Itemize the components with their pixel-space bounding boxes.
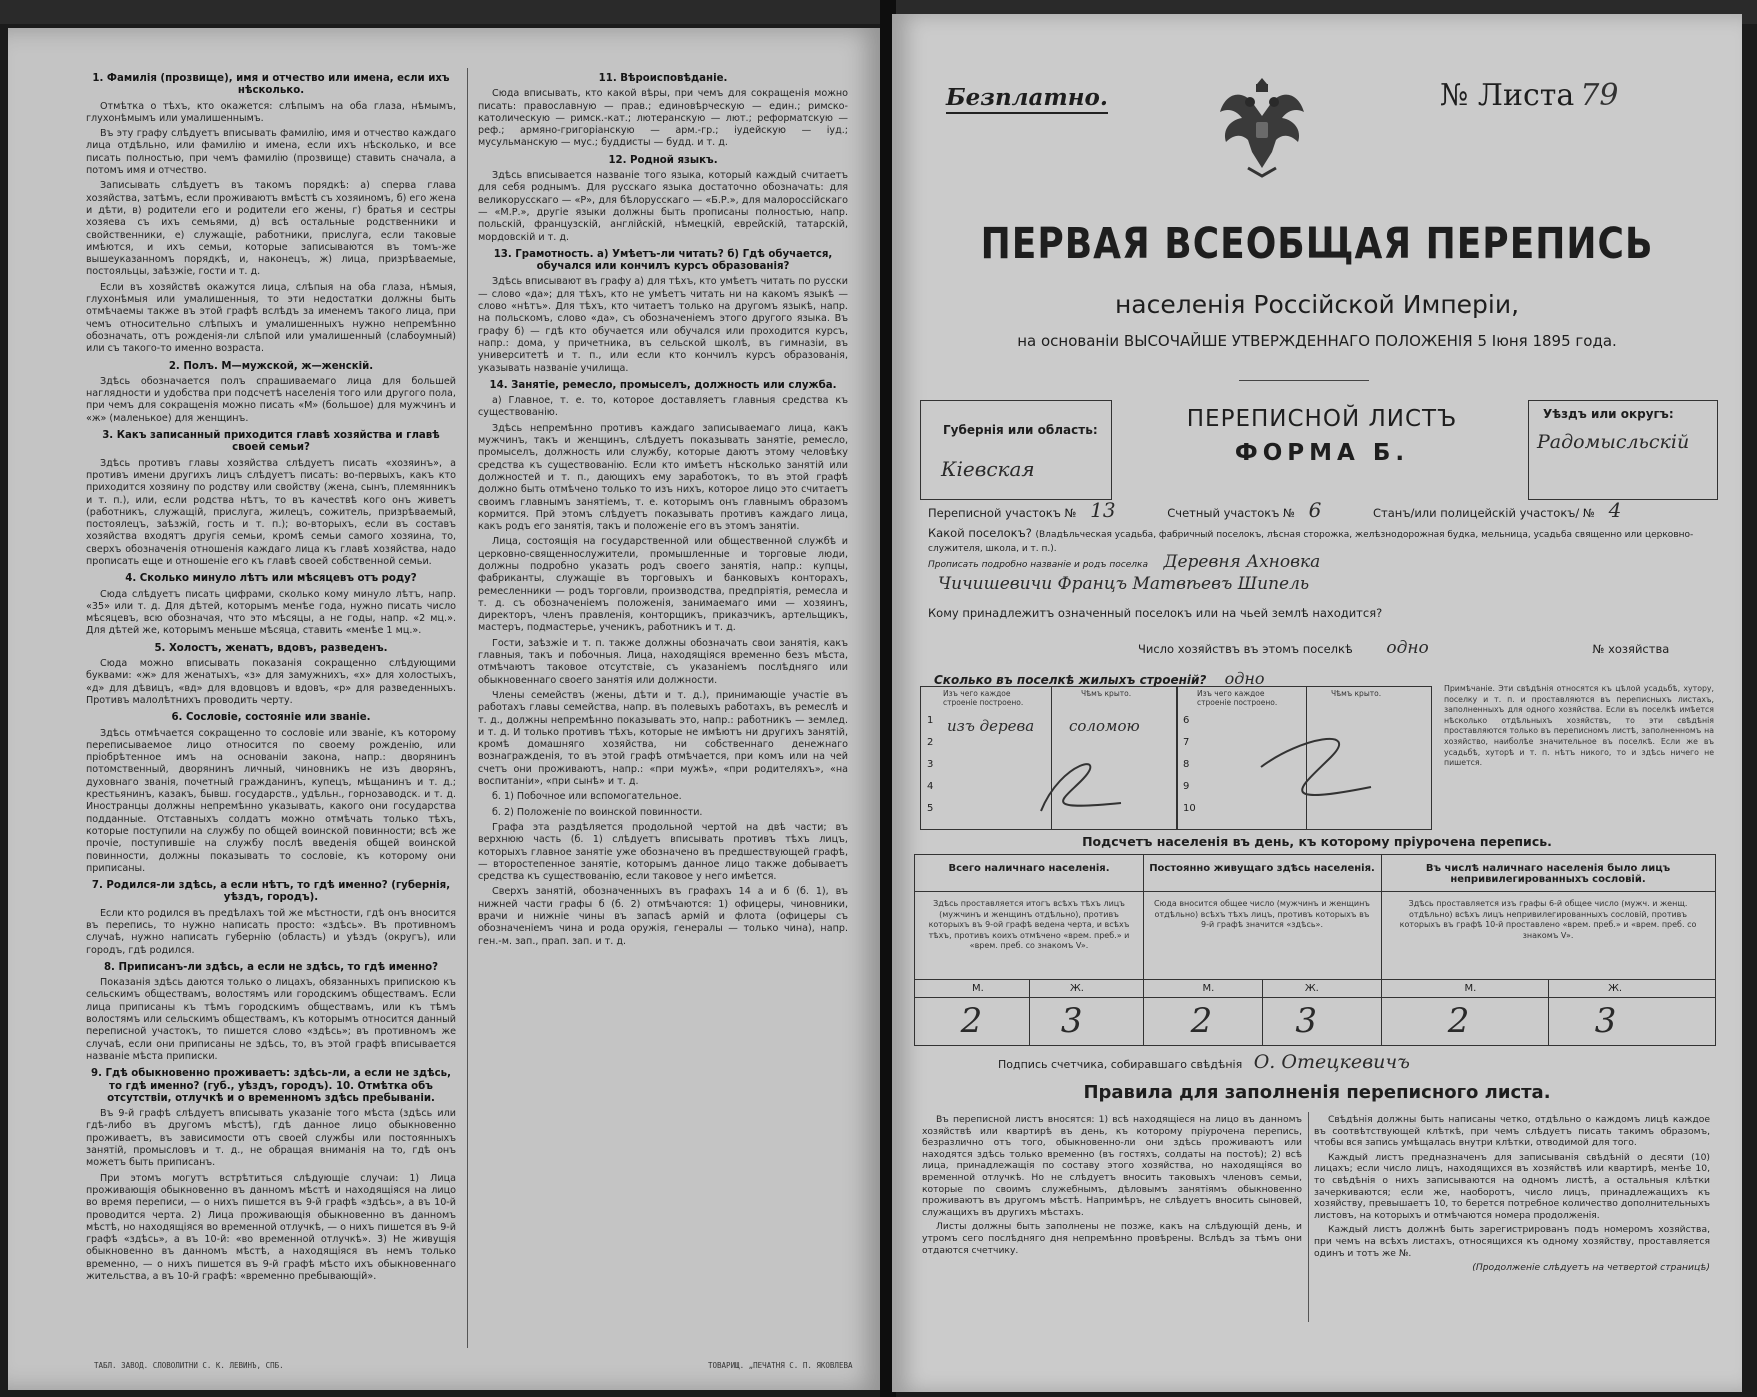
pop-value-f: 3 bbox=[1295, 1001, 1317, 1041]
gubernia-value: Кіевская bbox=[941, 457, 1035, 481]
section-heading: 7. Родился-ли здѣсь, а если нѣтъ, то гдѣ именно? (губернія, уѣздъ, городъ). bbox=[91, 880, 451, 904]
form-type bbox=[1152, 406, 1492, 466]
bldg-head-material-left: Изъ чего каждое строеніе построено. bbox=[943, 689, 1024, 707]
buildings-table bbox=[920, 686, 1432, 830]
section-heading: 6. Сословіе, состояніе или званіе. bbox=[171, 712, 371, 724]
column-divider bbox=[467, 68, 468, 1348]
poselok-hint2: Прописать подробно названіе и родъ поселка bbox=[928, 560, 1148, 570]
section-heading: 4. Сколько минуло лѣтъ или мѣсяцевъ отъ роду? bbox=[125, 573, 417, 585]
households-line bbox=[928, 638, 1718, 658]
poselok-hint: (Владѣльческая усадьба, фабричный поселокъ, лѣсная сторожка, желѣзнодорожная будка, мельница, усадьба священно или церковно-служителя, школа, и т. п.). bbox=[928, 530, 1694, 554]
bldg-row-number: 3 bbox=[927, 759, 934, 770]
section-paragraph: Отмѣтка о тѣхъ, кто окажется: слѣпымъ на оба глаза, нѣмымъ, глухонѣмымъ или умалишеннымъ. bbox=[86, 100, 456, 124]
bldg-head-roof-left: Чѣмъ крыто. bbox=[1081, 689, 1132, 698]
section-heading: 12. Родной языкъ. bbox=[608, 154, 718, 166]
settlement-owner-hw bbox=[928, 574, 1718, 594]
section-heading: 8. Приписанъ-ли здѣсь, а если не здѣсь, то гдѣ именно? bbox=[103, 961, 439, 973]
column-divider bbox=[1308, 1112, 1309, 1322]
section-paragraph: Сюда слѣдуетъ писать цифрами, сколько кому минуло лѣтъ, напр. «35» или т. д. Для дѣтей, которымъ менѣе года, нужно писать число мѣсяцевъ, всю обозначая, что это мѣсяцы, а не годы, напр. «2 мц.». Для дѣтей же, которымъ меньше мѣсяца, ставить «менѣе 1 мц.». bbox=[86, 588, 456, 637]
instructions-column-left bbox=[86, 68, 456, 1358]
bldg-row-number: 7 bbox=[1183, 737, 1190, 748]
left-page-instructions bbox=[8, 28, 885, 1390]
section-heading: 14. Занятіе, ремесло, промыселъ, должность или служба. bbox=[489, 379, 837, 391]
sign-label: Подпись счетчика, собиравшаго свѣдѣнія bbox=[998, 1058, 1243, 1071]
section-paragraph: Здѣсь вписывается названіе того языка, который каждый считаетъ для себя роднымъ. Для русскаго языка достаточно обозначать: для великорусскаго — «Р», для бѣлорусскаго — «Б.Р.», для малороссійскаго — «М.Р.», другіе языки должны быть прописаны полностью, напр. польскій, французскій, англійскій, нѣмецкій, еврейскій, татарскій, мордовскій и т. д. bbox=[478, 170, 848, 243]
bldg-row-number: 6 bbox=[1183, 715, 1190, 726]
section-heading: 2. Полъ. М—мужской, ж—женскій. bbox=[168, 360, 374, 372]
sex-label-m: М. bbox=[1464, 983, 1477, 994]
stan-value: 4 bbox=[1608, 498, 1622, 522]
section-heading: 13. Грамотность. а) Умѣетъ-ли читать? б) Гдѣ обучается, обучался или кончилъ курсъ образованія? bbox=[493, 248, 833, 273]
rules-paragraph: Листы должны быть заполнены не позже, какъ на слѣдующій день, и утромъ сего послѣдняго дня непремѣнно провѣрены. Вслѣдъ за тѣмъ они отдаются счетчику. bbox=[922, 1221, 1302, 1256]
households-label: Число хозяйствъ въ этомъ поселкѣ bbox=[1138, 642, 1353, 656]
pop-value-f: 3 bbox=[1594, 1001, 1617, 1041]
double-headed-eagle-icon bbox=[1212, 72, 1312, 180]
rules-paragraph: Въ переписной листъ вносятся: 1) всѣ находящіеся на лицо въ данномъ хозяйствѣ или квартирѣ въ день, къ которому пріурочена перепись, безразлично отъ того, обыкновенно-ли они здѣсь проживаютъ или находятся здѣсь только временно (въ гостяхъ, солдаты на постоѣ); 2) всѣ лица, принадлежащія по составу этого хозяйства, но находящіяся во временной отлучкѣ. Но не слѣдуетъ вносить таковыхъ членовъ семьи, которые по своимъ служебнымъ, дѣловымъ занятіямъ обыкновенно проживаютъ въ другомъ мѣстѣ. Напримѣръ, не слѣдуетъ вносить сыновей, служащихъ въ другихъ мѣстахъ. bbox=[922, 1114, 1302, 1218]
table-divider bbox=[915, 997, 1715, 998]
form-title-line1: ПЕРЕПИСНОЙ ЛИСТЪ bbox=[1186, 406, 1458, 432]
pop-value-m: 2 bbox=[1190, 1001, 1213, 1041]
population-table bbox=[914, 854, 1716, 1046]
poselok-value: Деревня Ахновка bbox=[1163, 552, 1321, 572]
continued-note: (Продолженіе слѣдуетъ на четвертой страницѣ) bbox=[1472, 1262, 1710, 1274]
imprint-left: ТАБЛ. ЗАВОД. СЛОВОЛИТНИ С. К. ЛЕВИНЪ, СПБ. bbox=[94, 1361, 284, 1370]
settlement-name-line bbox=[928, 552, 1718, 572]
section-paragraph: Здѣсь отмѣчается сокращенно то сословіе или званіе, къ которому переписываемое лицо относится по своему рожденію, или пріобрѣтенное имъ на основаніи закона, напр.: дворянинъ потомственный, дворянинъ личный, чиновникъ не изъ дворянъ, духовнаго званія, почетный гражданинъ, купецъ, мѣщанинъ и т. д.; крестьянинъ, казакъ, бывш. государств., удѣльн., горнозаводск. и т. д. Иностранцы должны непремѣнно указывать, какого они государства подданные. Отставныхъ солдатъ можно отмѣчать только тѣхъ, которые поступили на службу по общей воинской повинности; всѣ же прочіе, поступившіе на службу послѣ введенія общей воинской повинности, должны показывать то сословіе, къ которому они приписаны. bbox=[86, 727, 456, 874]
bldg-head-material-right: Изъ чего каждое строеніе построено. bbox=[1197, 689, 1278, 707]
signature-line bbox=[998, 1051, 1410, 1073]
section-paragraph: а) Главное, т. е. то, которое доставляетъ главныя средства къ существованію. bbox=[478, 395, 848, 419]
pop-value-m: 2 bbox=[960, 1001, 983, 1041]
right-page-census-form bbox=[892, 14, 1742, 1392]
bldg-row-number: 2 bbox=[927, 737, 934, 748]
bldg-row-number: 10 bbox=[1183, 803, 1196, 814]
rules-title: Правила для заполненія переписного листа. bbox=[1083, 1082, 1551, 1103]
schet-value: 6 bbox=[1308, 498, 1322, 522]
section-heading: 5. Холостъ, женатъ, вдовъ, разведенъ. bbox=[154, 642, 388, 654]
sign-value: О. Отецкевичъ bbox=[1253, 1051, 1410, 1073]
uezd-value: Радомысльскій bbox=[1537, 431, 1690, 453]
section-paragraph: Записывать слѣдуетъ въ такомъ порядкѣ: a) сперва глава хозяйства, затѣмъ, если проживаютъ вмѣстѣ съ хозяиномъ, б) его жена и дѣти, в) родители его и родители его жены, г) братья и сестры хозяева съ ихъ семьями, д) всѣ остальные родственники и свойственники, е) служащіе, работники, прислуга, если таковые имѣются, и ихъ семьи, которые записываются въ томъ-же вышеуказанномъ порядкѣ, и, наконецъ, ж) лица, призрѣваемые, постояльцы, заѣзжіе, гости и т. д. bbox=[86, 180, 456, 278]
section-paragraph: Здѣсь вписывают въ графу а) для тѣхъ, кто умѣетъ читать по русски — слово «да»; для тѣхъ, кто не умѣетъ читать ни на какомъ языкѣ — слово «нѣтъ». Для тѣхъ, кто читаетъ только на другомъ языкѣ, напр. на польскомъ, слово «да», съ обозначеніемъ этого другого языка. Въ графу б) — гдѣ кто обучается или обучался или проходится курсъ, напр.: дома, у причетника, въ сельской школѣ, въ гимназіи, въ университетѣ и т. п., или если кто кончилъ курсъ образованія, указывать названіе училища. bbox=[478, 276, 848, 374]
pop-col-text: Здѣсь проставляется изъ графы 6-й общее число (мужч. и женщ. отдѣльно) всѣхъ лицъ непривилегированныхъ сословій, противъ которыхъ въ графѣ 10-й проставлено «врем. преб.» и «врем. преб. со знакомъ V». bbox=[1399, 899, 1697, 940]
poselok-label: Какой поселокъ? bbox=[928, 526, 1032, 540]
section-paragraph: Въ 9-й графѣ слѣдуетъ вписывать указаніе того мѣста (здѣсь или гдѣ-либо въ другомъ мѣстѣ), гдѣ данное лицо обыкновенно проживаетъ, въ зависимости отъ своей службы или постоянныхъ занятій, промысловъ и т. д., не обращая вниманія на то, гдѣ онъ можетъ быть приписанъ. bbox=[86, 1108, 456, 1169]
table-divider bbox=[1176, 687, 1178, 829]
sex-label-f: Ж. bbox=[1608, 983, 1623, 994]
section-paragraph: Сюда вписывать, кто какой вѣры, при чемъ для сокращенія можно писать: православную — прав.; единовѣрческую — един.; римско-католическую — римск.-кат.; лютеранскую — лют.; реформатскую — реф.; армяно-григоріанскую — арм.-гр.; іудейскую — іуд.; мусульманскую — мус.; буддисты — будд. и т. д. bbox=[478, 88, 848, 149]
section-paragraph: Если въ хозяйствѣ окажутся лица, слѣпыя на оба глаза, нѣмыя, глухонѣмыя или умалишенныя, то эти недостатки должны быть отмѣчаемы также въ этой графѣ вслѣдъ за именемъ такого лица, при чемъ относительно слѣпыхъ и умалишенныхъ нужно непремѣнно обозначать, отъ рожденія-ли слѣпой или умалишенный (слабоумный) или съ такого-то именно возраста. bbox=[86, 281, 456, 355]
table-divider bbox=[1548, 979, 1549, 1045]
settlement-line bbox=[928, 526, 1718, 554]
schet-label: Счетный участокъ № bbox=[1167, 506, 1295, 520]
bldg-roof-value: соломою bbox=[1069, 717, 1140, 735]
bldg-material-value: изъ дерева bbox=[947, 717, 1035, 735]
free-label: Безплатно. bbox=[946, 84, 1108, 114]
households-value: одно bbox=[1386, 638, 1429, 658]
bldg-row-number: 8 bbox=[1183, 759, 1190, 770]
divider bbox=[1239, 380, 1369, 381]
bldg-row-number: 4 bbox=[927, 781, 934, 792]
form-header bbox=[920, 400, 1718, 512]
section-paragraph: Показанія здѣсь даются только о лицахъ, обязанныхъ припискою къ сельскимъ обществамъ, волостямъ или городскимъ обществамъ. Если лица приписаны къ тѣмъ городскимъ обществамъ, или къ тѣмъ волостямъ или сельскимъ обществамъ, къ которымъ относится данный переписной участокъ, то пишется слово «здѣсь»; въ противномъ же случаѣ, если они приписаны не здѣсь, то, въ этой графѣ вписывается названіе мѣста приписки. bbox=[86, 977, 456, 1062]
household-no-label: № хозяйства bbox=[1592, 642, 1670, 656]
rules-paragraph: Свѣдѣнія должны быть написаны четко, отдѣльно о каждомъ лицѣ каждое въ соотвѣтствующей клѣткѣ, при чемъ слѣдуетъ писать такимъ образомъ, чтобы вся запись умѣщалась внутри клѣтки, отводимой для того. bbox=[1314, 1114, 1710, 1149]
pop-value-m: 2 bbox=[1447, 1001, 1470, 1041]
owner-line bbox=[928, 606, 1718, 620]
form-main-title: ПЕРВАЯ ВСЕОБЩАЯ ПЕРЕПИСЬ bbox=[980, 220, 1654, 269]
section-paragraph: Лица, состоящія на государственной или общественной службѣ и церковно-священнослужители, промышленные и торговые люди, должны подробно указать родъ своего занятія, напр.: купцы, фабриканты, служащіе въ торговыхъ и банковыхъ конторахъ, ремесленники — родъ торговли, производства, предпріятія, ремесла и т. д. съ обозначеніемъ положенія, занимаемаго ими — хозяинъ, директоръ, членъ правленія, конторщикъ, приказчикъ, артельщикъ, мастеръ, подмастерье, ученикъ, работникъ и т. д. bbox=[478, 536, 848, 634]
section-paragraph: Графа эта раздѣляется продольной чертой на двѣ части; въ верхнюю часть (б. 1) слѣдуетъ вписывать противъ тѣхъ лицъ, которыхъ главное занятіе уже обозначено въ предшествующей графѣ, — второстепенное занятіе, которымъ данное лицо также добываетъ средства къ существованію, если таковое у него имѣется. bbox=[478, 821, 848, 883]
section-paragraph: Гости, заѣзжіе и т. п. также должны обозначать свои занятія, какъ главныя, такъ и побочныя. Лица, находящіяся временно безъ мѣста, отмѣчаютъ таковое отсутствіе, съ указаніемъ послѣдняго или обыкновеннаго своего занятія или должности. bbox=[478, 637, 848, 686]
poselok-value2: Чичишевичи Францъ Матвѣевъ Шипель bbox=[938, 574, 1310, 594]
table-divider bbox=[1029, 979, 1030, 1045]
strike-mark-right bbox=[1251, 717, 1381, 817]
sex-label-m: М. bbox=[972, 983, 984, 994]
section-paragraph: б. 1) Побочное или вспомогательное. bbox=[492, 791, 682, 803]
pop-col-head: Всего наличнаго населенія. bbox=[948, 863, 1110, 874]
stan-label: Станъ/или полицейскій участокъ/ № bbox=[1373, 506, 1595, 520]
section-paragraph: Здѣсь обозначается полъ спрашиваемаго лица для большей наглядности и удобства при подсчетѣ населенія того или другого пола, при чемъ для сокращенія можно писать «М» (большое) для мужчинъ и «ж» (маленькое) для женщинъ. bbox=[86, 375, 456, 424]
bldg-row-number: 1 bbox=[927, 715, 934, 726]
table-divider bbox=[1262, 979, 1263, 1045]
uezd-box bbox=[1528, 400, 1718, 500]
section-paragraph: При этомъ могутъ встрѣтиться слѣдующіе случаи: 1) Лица проживающія обыкновенно въ данномъ мѣстѣ и находящіяся на лицо во время переписи, — о нихъ пишется въ 9-й графѣ «здѣсь», а въ 10-й проводится черта. 2) Лица проживающія обыкновенно въ данномъ мѣстѣ, но находящіяся во временной отлучкѣ, — о нихъ пишется въ 9-й графѣ «здѣсь», а въ 10-й: «во временной отлучкѣ». 3) Не живущія обыкновенно въ данномъ мѣстѣ, а находящіяся въ немъ только временно, — о нихъ пишется въ 9-й графѣ мѣсто ихъ обыкновеннаго жительства, а въ 10-й графѣ: «временно пребывающій». bbox=[86, 1172, 456, 1283]
legal-basis: на основаніи ВЫСОЧАЙШЕ УТВЕРЖДЕННАГО ПОЛОЖЕНІЯ 5 Іюня 1895 года. bbox=[1017, 332, 1617, 350]
district-line bbox=[928, 498, 1718, 522]
table-divider bbox=[915, 891, 1715, 892]
bldg-row-number: 9 bbox=[1183, 781, 1190, 792]
pop-col-head: Постоянно живущаго здѣсь населенія. bbox=[1149, 863, 1375, 874]
form-title-line2: ФОРМА Б. bbox=[1234, 440, 1410, 466]
perep-value: 13 bbox=[1090, 498, 1116, 522]
sex-label-f: Ж. bbox=[1304, 983, 1319, 994]
section-heading: 1. Фамилія (прозвище), имя и отчество или имена, если ихъ нѣсколько. bbox=[92, 73, 450, 97]
table-divider bbox=[1381, 855, 1382, 1045]
sex-label-m: М. bbox=[1202, 983, 1215, 994]
table-divider bbox=[1143, 855, 1144, 1045]
population-title: Подсчетъ населенія въ день, къ которому пріурочена перепись. bbox=[1082, 834, 1552, 849]
section-paragraph: Сверхъ занятій, обозначенныхъ въ графахъ 14 а и б (б. 1), въ нижней части графы б (б. 2) отмѣчаются: 1) офицеры, чиновники, врачи и нижніе чины въ запасѣ армій и флота (офицеры съ обозначеніемъ чина и рода оружія, генералы — только чина), напр. ген.-м. зап., прап. зап. и т. д. bbox=[478, 886, 848, 947]
gubernia-label: Губернія или область: bbox=[943, 423, 1098, 437]
form-subtitle: населенія Россійской Имперіи, bbox=[1114, 290, 1520, 319]
section-paragraph: Здѣсь непремѣнно противъ каждаго записываемаго лица, какъ мужчинъ, такъ и женщинъ, слѣдуетъ показывать занятіе, ремесло, промыселъ, должность или службу, которые даютъ этому человѣку средства къ существованію. Если кто имѣетъ нѣсколько занятій или должностей и т. п., дающихъ ему заработокъ, то въ этой графѣ должно быть отмѣчено только то изъ нихъ, которое лицо это считаетъ своимъ главнымъ занятіемъ, т. е. которымъ онъ главнымъ образомъ кормится. Прй этомъ слѣдуетъ показывать противъ каждаго лица, какъ родъ его занятія, такъ и положеніе его въ этомъ занятіи. bbox=[478, 422, 848, 533]
pop-col-head: Въ числѣ наличнаго населенія было лицъ непривилегированныхъ сословій. bbox=[1425, 863, 1671, 885]
section-paragraph: Въ эту графу слѣдуетъ вписывать фамилію, имя и отчество каждаго лица отдѣльно, или фамилію и имена, если ихъ нѣсколько, и все писать полностью, при чемъ фамилію (прозвище) ставить сначала, а потомъ имя и отчество. bbox=[86, 128, 456, 177]
rules-paragraph: Каждый листъ предназначенъ для записыванія свѣдѣній о десяти (10) лицахъ; если число лицъ, находящихся въ хозяйствѣ или квартирѣ, менѣе 10, то свѣдѣнія о нихъ записываются на одномъ листѣ, а остальныя клѣтки зачеркиваются; если же, наоборотъ, число лицъ, принадлежащихъ къ хозяйству, превышаетъ 10, то берется потребное количество дополнительныхъ листовъ, на которыхъ и отмѣчаются номера продолженія. bbox=[1314, 1151, 1710, 1221]
rules-column-right bbox=[1314, 1114, 1710, 1277]
rules-paragraph: Каждый листъ должнѣ быть зарегистрированъ подъ номеромъ хозяйства, при чемъ на всѣхъ листахъ, относящихся къ одному хозяйству, проставляется одинъ и тотъ же №. bbox=[1314, 1224, 1710, 1259]
section-paragraph: Члены семействъ (жены, дѣти и т. д.), принимающіе участіе въ работахъ главы семейства, напр. въ полевыхъ работахъ, въ ремеслѣ и т. д., должны непремѣнно показывать это, напр.: работникъ — землед. и т. д. И только противъ тѣхъ, которые не имѣютъ ни другихъ занятій, кромѣ домашняго хозяйства, ни собственнаго денежнаго вознагражденія, то въ этой графѣ отмѣчается, при комъ или на чей счетъ они проживаютъ, напр.: «при мужѣ», «при родителяхъ», «на воспитаніи», «при сынѣ» и т. д. bbox=[478, 689, 848, 788]
rules-column-left bbox=[922, 1114, 1302, 1259]
sheet-number bbox=[1440, 78, 1618, 113]
imprint-right: ТОВАРИЩ. „ПЕЧАТНЯ С. П. ЯКОВЛЕВА bbox=[708, 1361, 853, 1370]
strike-mark-left bbox=[1021, 741, 1131, 821]
section-heading: 3. Какъ записанный приходится главѣ хозяйства и главѣ своей семьи? bbox=[102, 430, 440, 454]
section-paragraph: Сюда можно вписывать показанія сокращенно слѣдующими буквами: «ж» для женатыхъ, «з» для замужнихъ, «х» для холостыхъ, «д» для дѣвицъ, «вд» для вдовцовъ и вдовъ, «р» для разведенныхъ. Противъ малолѣтнихъ проводить черту. bbox=[86, 658, 456, 706]
pop-col-text: Здѣсь проставляется итогъ всѣхъ тѣхъ лицъ (мужчинъ и женщинъ отдѣльно), противъ которыхъ въ 9-ой графѣ ведена черта, и всѣхъ тѣхъ, противъ коихъ отмѣчено «врем. преб.» и «врем. преб. со знакомъ V». bbox=[928, 899, 1130, 950]
owner-label: Кому принадлежитъ означенный поселокъ или на чьей землѣ находится? bbox=[928, 606, 1383, 620]
pop-value-f: 3 bbox=[1060, 1001, 1083, 1041]
instructions-column-right bbox=[478, 68, 848, 1358]
buildings-label: Сколько въ поселкѣ жилыхъ строеній? bbox=[934, 673, 1207, 687]
buildings-value: одно bbox=[1224, 669, 1265, 688]
uezd-label: Уѣздъ или округъ: bbox=[1543, 407, 1674, 421]
bldg-row-number: 5 bbox=[927, 803, 934, 814]
bldg-head-roof-right: Чѣмъ крыто. bbox=[1331, 689, 1382, 698]
section-paragraph: Здѣсь противъ главы хозяйства слѣдуетъ писать «хозяинъ», а противъ имени другихъ лицъ слѣдуетъ писать: во-первыхъ, какъ кто приходится хозяину по родству или свойству (жена, сынъ, племянникъ и т. п.), или, если родства нѣтъ, то въ качествѣ кого онъ живетъ (работникъ, служащій, прислуга, жилецъ, сожитель, призрѣваемый, постоялецъ, заѣзжій, гость и т. п.); во-вторыхъ, если въ составъ хозяйства входятъ другія семьи, кромѣ семьи самого хозяина, то, сверхъ обозначенія отношенія каждаго лица къ главѣ хозяйства, надо прописать еще и отношеніе его къ главѣ своей собственной семьи. bbox=[86, 457, 456, 567]
sheet-number-value: 79 bbox=[1580, 78, 1619, 113]
section-paragraph: б. 2) Положеніе по воинской повинности. bbox=[492, 806, 703, 818]
gubernia-box bbox=[920, 400, 1112, 500]
sheet-number-label: № Листа bbox=[1440, 78, 1575, 113]
perep-label: Переписной участокъ № bbox=[928, 506, 1077, 520]
section-heading: 9. Гдѣ обыкновенно проживаетъ: здѣсь-ли, а если не здѣсь, то гдѣ именно? (губ., уѣздъ, городъ). 10. Отмѣтка объ отсутствіи, отлучкѣ и о временномъ здѣсь пребываніи. bbox=[91, 1068, 451, 1104]
sex-label-f: Ж. bbox=[1070, 983, 1084, 994]
section-heading: 11. Вѣроисповѣданіе. bbox=[598, 73, 728, 84]
section-paragraph: Если кто родился въ предѣлахъ той же мѣстности, гдѣ онъ вносится въ перепись, то нужно написать просто: «здѣсь». Въ противномъ случаѣ, нужно написать губернію (область) и уѣздъ (округъ), или городъ, гдѣ родился. bbox=[86, 907, 456, 956]
pop-col-text: Сюда вносится общее число (мужчинъ и женщинъ отдѣльно) всѣхъ тѣхъ лицъ, противъ которыхъ въ 9-й графѣ значится «здѣсь». bbox=[1154, 899, 1370, 929]
buildings-note: Примѣчаніе. Эти свѣдѣнія относятся къ цѣлой усадьбѣ, хутору, поселку и т. п. и проставляются въ переписныхъ листахъ, заполненныхъ для одного хозяйства. Если въ поселкѣ имѣется нѣсколько отдѣльныхъ хозяйствъ, то эти свѣдѣнія проставляются только въ переписномъ листѣ, заполненномъ на хозяйство, наиболѣе значительное въ поселкѣ. Если же въ усадьбѣ, хуторѣ и т. п. нѣтъ никого, то и здѣсь ничего не пишется. bbox=[1444, 684, 1714, 768]
table-divider bbox=[915, 979, 1715, 980]
